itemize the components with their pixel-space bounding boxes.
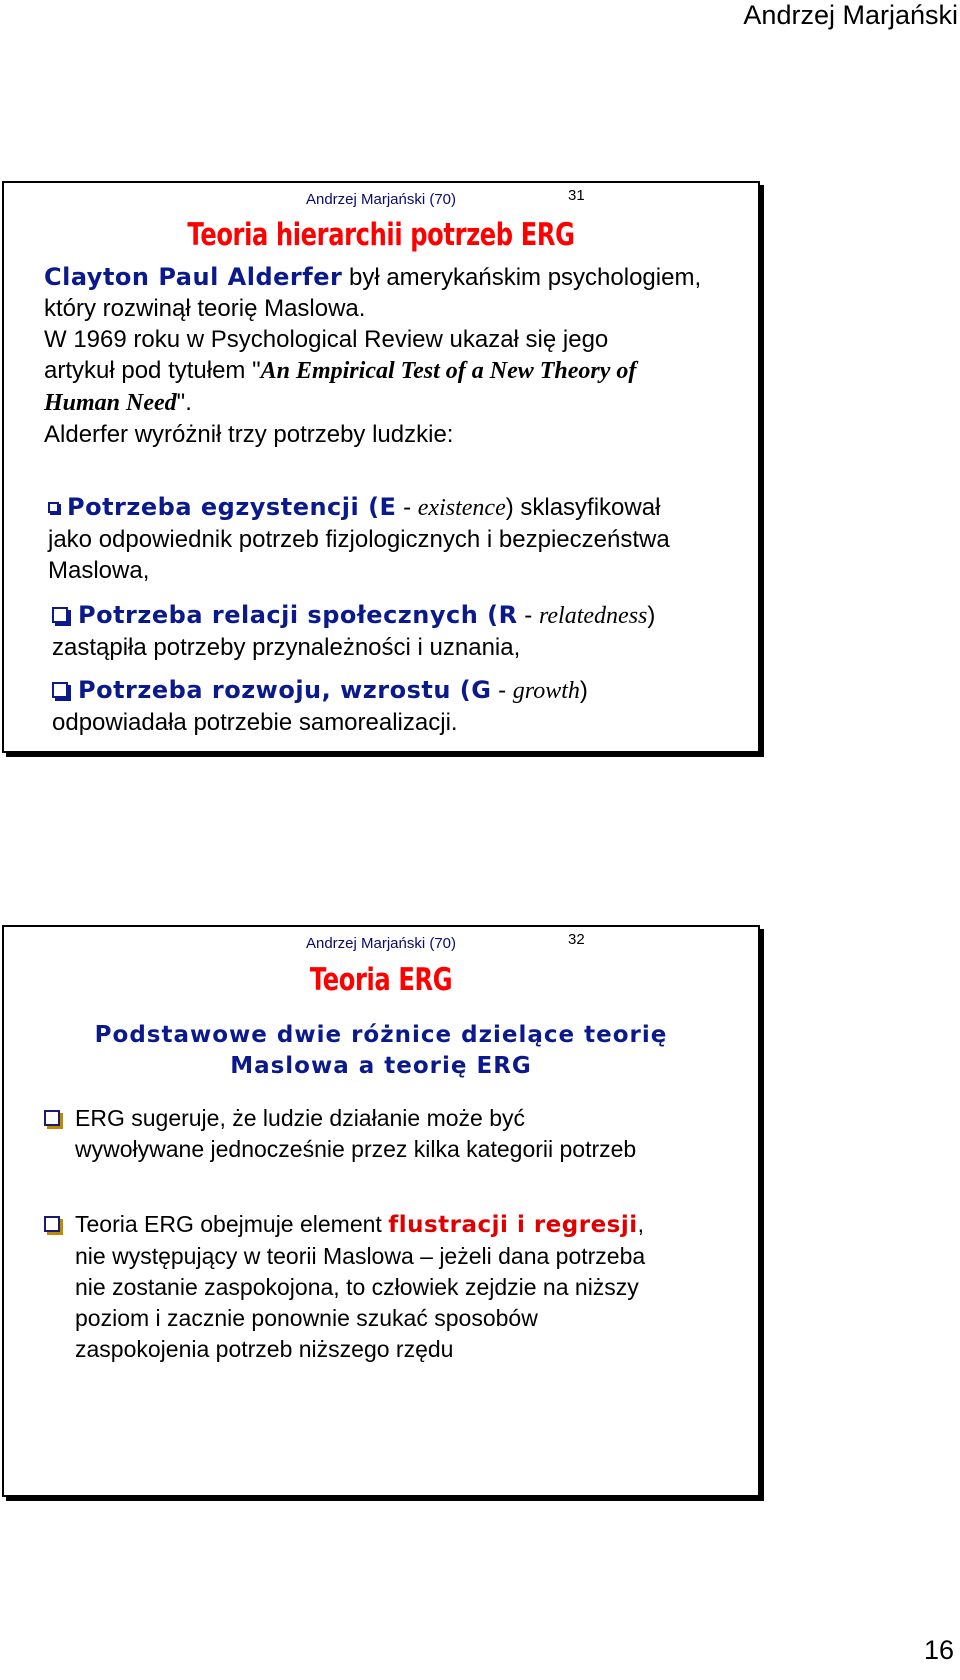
bullet-heading: Potrzeba relacji społecznych (R — [78, 601, 518, 629]
bullet-line: zastąpiła potrzeby przynależności i uznania, — [52, 634, 521, 661]
alderfer-name: Clayton Paul Alderfer — [44, 263, 343, 291]
bullet-text: Teoria ERG obejmuje element — [75, 1211, 389, 1237]
intro-line: który rozwinął teorię Maslowa. — [44, 295, 366, 322]
bullet-line: ERG sugeruje, że ludzie działanie może być — [75, 1105, 526, 1131]
intro-text: ". — [176, 389, 192, 416]
slide-title: Teoria hierarchii potrzeb ERG — [187, 217, 575, 253]
article-title-end: Human Need — [44, 390, 177, 416]
bullet-text: ) sklasyfikował — [505, 494, 661, 521]
checkbox-square-icon — [52, 607, 68, 623]
bullet-line: poziom i zacznie ponownie szukać sposobów — [75, 1305, 538, 1331]
bullet-english: existence — [417, 495, 506, 521]
intro-text: artykuł pod tytułem " — [44, 357, 261, 384]
bullet-text: , — [637, 1211, 645, 1237]
bullet-line: zaspokojenia potrzeb niższego rzędu — [75, 1336, 454, 1362]
bullet-text: ) — [647, 602, 656, 629]
slide-author: Andrzej Marjański (70) — [305, 935, 457, 952]
slide-32 — [2, 925, 760, 1497]
bullet-erg-suggestion — [44, 1103, 754, 1165]
bullet-line: nie zostanie zaspokojona, to człowiek zejdzie na niższy — [75, 1274, 639, 1300]
bullet-dash: - — [491, 677, 513, 704]
subtitle-line: Podstawowe dwie różnice dzielące teorię — [94, 1022, 668, 1048]
article-title: An Empirical Test of a New Theory of — [260, 358, 637, 384]
bullet-english: growth — [512, 678, 580, 704]
checkbox-square-icon — [44, 1110, 60, 1126]
bullet-existence — [48, 492, 758, 586]
checkbox-square-icon — [44, 1216, 60, 1232]
bullet-line: wywoływane jednocześnie przez kilka kategorii potrzeb — [75, 1136, 637, 1162]
bullet-heading: Potrzeba rozwoju, wzrostu (G — [78, 676, 492, 704]
highlight-frustration-regression: flustracji i regresji — [388, 1212, 638, 1238]
checkbox-square-icon — [48, 502, 59, 513]
bullet-dash: - — [396, 494, 418, 521]
subtitle-line: Maslowa a teorię ERG — [230, 1053, 532, 1079]
bullet-english: relatedness — [538, 603, 648, 629]
page-header-author: Andrzej Marjański — [743, 0, 958, 30]
slide-author: Andrzej Marjański (70) — [305, 191, 457, 208]
bullet-erg-regression — [44, 1209, 754, 1365]
slide-number: 31 — [568, 187, 585, 204]
intro-paragraph — [44, 262, 754, 450]
bullet-line: Maslowa, — [48, 557, 150, 584]
bullet-line: jako odpowiednik potrzeb fizjologicznych i bezpieczeństwa — [48, 526, 670, 553]
slide-number: 32 — [568, 931, 585, 948]
intro-line: Alderfer wyróżnił trzy potrzeby ludzkie: — [44, 421, 454, 448]
checkbox-square-icon — [52, 682, 68, 698]
bullet-dash: - — [517, 602, 539, 629]
slide-subtitle — [4, 1020, 758, 1082]
intro-line: W 1969 roku w Psychological Review ukazał się jego — [44, 326, 609, 353]
intro-text: był amerykańskim psychologiem, — [342, 264, 702, 291]
slide-title: Teoria ERG — [309, 962, 453, 998]
page-number: 16 — [923, 1635, 954, 1665]
bullet-growth — [52, 675, 762, 738]
bullet-relatedness — [52, 600, 762, 663]
bullet-text: ) — [579, 677, 588, 704]
bullet-line: nie występujący w teorii Maslowa – jeżeli dana potrzeba — [75, 1243, 646, 1269]
bullet-heading: Potrzeba egzystencji (E — [67, 493, 397, 521]
slide-31 — [2, 181, 760, 753]
bullet-line: odpowiadała potrzebie samorealizacji. — [52, 709, 458, 736]
